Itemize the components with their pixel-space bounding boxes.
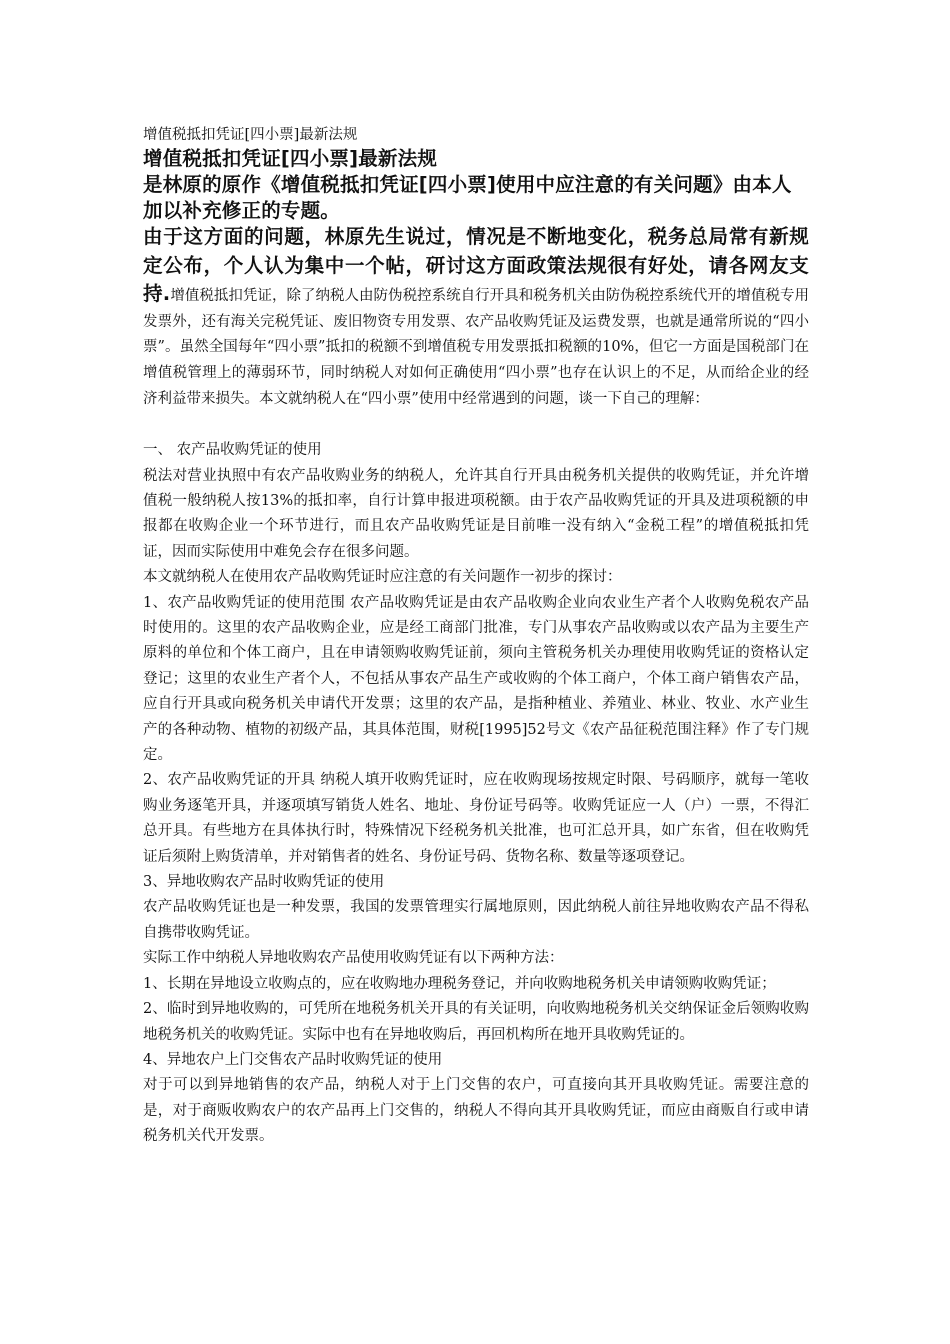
document-small-title: 增值税抵扣凭证[四小票]最新法规 [143,127,358,143]
document-bold-subtitle: 是林原的原作《增值税抵扣凭证[四小票]使用中应注意的有关问题》由本人加以补充修正的专题。 [143,173,792,222]
body-paragraph: 农产品收购凭证也是一种发票，我国的发票管理实行属地原则，因此纳税人前往异地收购农产品不得私自携带收购凭证。 [143,899,809,941]
section-heading: 一、 农产品收购凭证的使用 [143,442,322,459]
body-paragraph: 1、农产品收购凭证的使用范围 农产品收购凭证是由农产品收购企业向农业生产者个人收购免税农产品时使用的。这里的农产品收购企业，应是经工商部门批准，专门从事农产品收购或以农产品为主要生产原料的单位和个体工商户，且在申请领购收购凭证前，须向主管税务机关办理使用收购凭证的资格认定登记；这里的农业生产者个人，不包括从事农产品生产或收购的个体工商户，个体工商户销售农产品，应自行开具或向税务机关申请代开发票；这里的农产品，是指种植业、养殖业、林业、牧业、水产业生产的各种动物、植物的初级产品，其具体范围，财税[1995]52号文《农产品征税范围注释》作了专门规定。 [143,594,809,764]
body-paragraph: 实际工作中纳税人异地收购农产品使用收购凭证有以下两种方法： [143,950,564,967]
body-paragraph: 对于可以到异地销售的农产品，纳税人对于上门交售的农户，可直接向其开具收购凭证。需要注意的是，对于商贩收购农户的农产品再上门交售的，纳税人不得向其开具收购凭证，而应由商贩自行或申请税务机关代开发票。 [143,1077,809,1145]
body-paragraph: 1、长期在异地设立收购点的，应在收购地办理税务登记，并向收购地税务机关申请领购收购凭证； [143,975,776,992]
body-paragraph: 2、临时到异地收购的，可凭所在地税务机关开具的有关证明，向收购地税务机关交纳保证金后领购收购地税务机关的收购凭证。实际中也有在异地收购后，再回机构所在地开具收购凭证的。 [143,1001,809,1043]
document-page [143,124,809,1150]
intro-text: 增值税抵扣凭证，除了纳税人由防伪税控系统自行开具和税务机关由防伪税控系统代开的增值税专用发票外，还有海关完税凭证、废旧物资专用发票、农产品收购凭证及运费发票，也就是通常所说的“四小票”。虽然全国每年“四小票”抵扣的税额不到增值税专用发票抵扣税额的10%，但它一方面是国税部门在增值税管理上的薄弱环节，同时纳税人对如何正确使用“四小票”也存在认识上的不足，从而给企业的经济利益带来损失。本文就纳税人在“四小票”使用中经常遇到的问题，谈一下自己的理解： [143,288,809,407]
subsection-heading: 4、异地农户上门交售农产品时收购凭证的使用 [143,1051,443,1068]
body-paragraph: 税法对营业执照中有农产品收购业务的纳税人，允许其自行开具由税务机关提供的收购凭证，并允许增值税一般纳税人按13%的抵扣率，自行计算申报进项税额。由于农产品收购凭证的开具及进项税额的申报都在收购企业一个环节进行，而且农产品收购凭证是目前唯一没有纳入“金税工程”的增值税抵扣凭证，因而实际使用中难免会存在很多问题。 [143,467,809,560]
body-paragraph: 本文就纳税人在使用农产品收购凭证时应注意的有关问题作一初步的探讨： [143,569,622,586]
document-bold-note: 由于这方面的问题，林原先生说过，情况是不断地变化，税务总局常有新规定公布，个人认为集中一个帖，研讨这方面政策法规很有好处，请各网友支持. [143,225,809,306]
blank-line [143,412,809,438]
subsection-heading: 3、异地收购农产品时收购凭证的使用 [143,874,385,891]
body-paragraph: 2、农产品收购凭证的开具 纳税人填开收购凭证时，应在收购现场按规定时限、号码顺序，就每一笔收购业务逐笔开具，并逐项填写销货人姓名、地址、身份证号码等。收购凭证应一人（户）一票，不得汇总开具。有些地方在具体执行时，特殊情况下经税务机关批准，也可汇总开具，如广东省，但在收购凭证后须附上购货清单，并对销售者的姓名、身份证号码、货物名称、数量等逐项登记。 [143,772,809,865]
document-bold-title: 增值税抵扣凭证[四小票]最新法规 [143,147,438,170]
intro-paragraph [143,224,809,412]
